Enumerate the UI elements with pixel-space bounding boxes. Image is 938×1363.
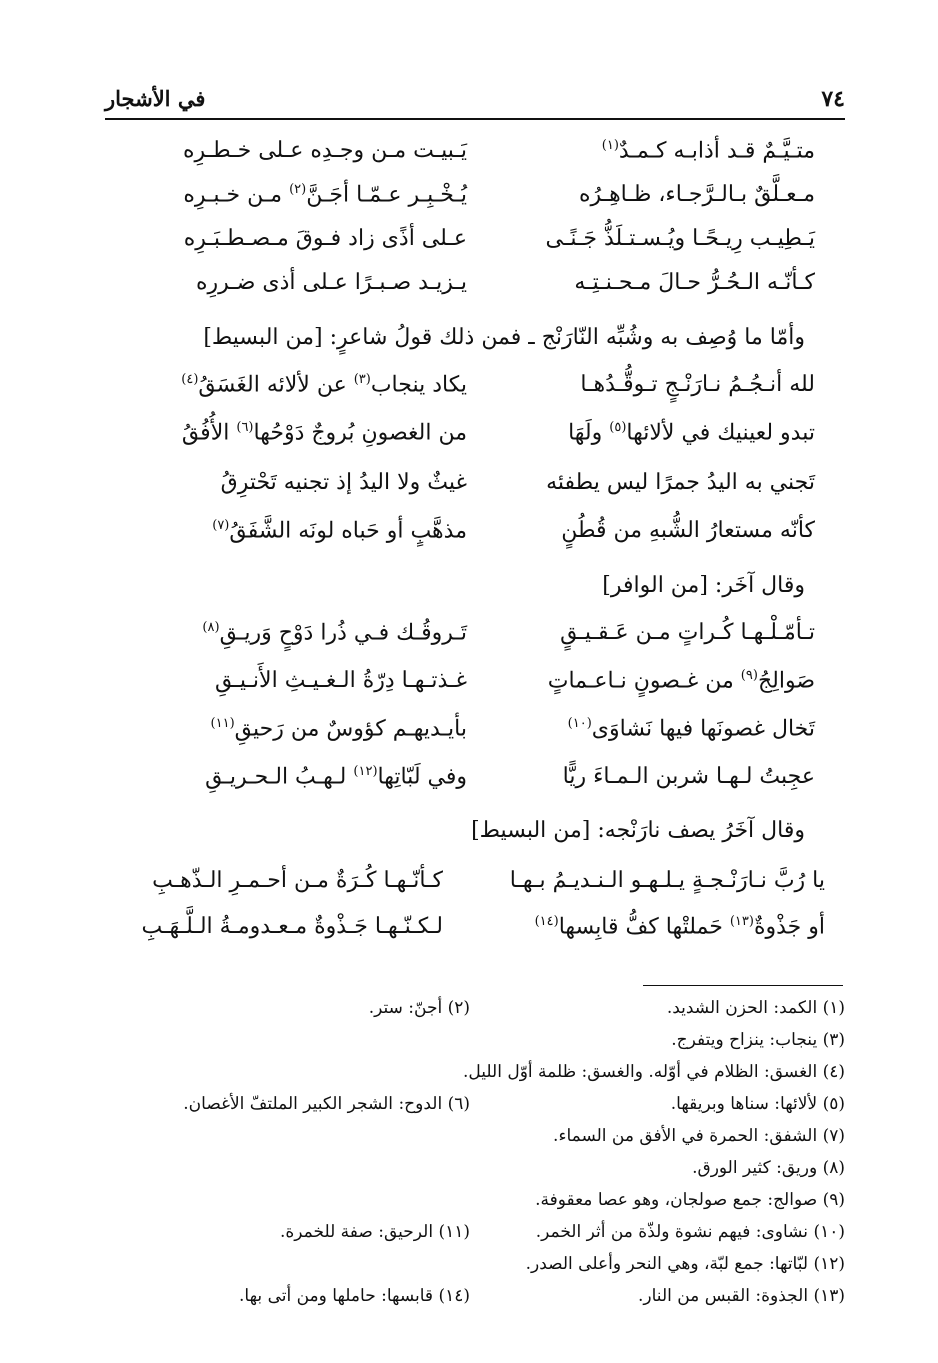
footnote: (٤) الغسق: الظلام في أوّله. والغسق: ظلمة أوّل الليل. [463,1062,845,1082]
verse-line [105,668,845,704]
hemistich-2: وفي لَبّاتِها$^{(١٢)}$ لـهـبُ الـحـريـقِ [205,764,467,790]
hemistich-2: لـكـنّـهـا جَـذْوةٌ مـعـدومـةُ الـلَّـهَـبِ [141,914,443,939]
verse-line [105,226,845,262]
hemistich-2: كـأنّـهـا كُـرَةٌ مـن أحـمـرِ الـذّهـبِ [152,868,443,893]
hemistich-1: أو جَذْوةٌ$^{(١٣)}$ حَملتْها كفُّ قابِسها$^{(١٤)}$ [534,914,825,940]
hemistich-2: تَـروقُـك فـي ذُرا دَوْحٍ وَريـقِ$^{(٨)}$ [202,620,467,646]
hemistich-1: يَـطِيـب رِيـحًـا ويُـسـتـلَذُّ جَـنًـى [545,226,815,251]
verse-line [105,518,845,554]
hemistich-1: تبدو لعينيك في لألائها$^{(٥)}$ ولَهَا [568,420,815,446]
hemistich-2: غـذتـهـا دِرّةُ الـغـيـثِ الأَنـيـقِ [215,668,467,693]
verse-line [105,868,845,904]
hemistich-2: مذهَّبٍ أو حَباه لونَه الشَّفَقُ$^{(٧)}$ [212,518,467,544]
verse-line [105,270,845,306]
verse-line [105,470,845,506]
page-number: ٧٤ [821,86,845,112]
hemistich-2: يُـخْـبِـر عـمّـا أجَـنَّ$^{(٢)}$ مـن خـبـرِه [183,182,467,208]
footnote: (٦) الدوح: الشجر الكبير الملتفّ الأغصان. [183,1094,470,1114]
hemistich-1: لله أنـجُـمُ نـارَنْـجٍ تـوقُّـدُهـا [580,372,815,397]
verse-line [105,620,845,656]
footnote-row [105,1222,845,1252]
running-title: في الأشجار [105,86,206,111]
hemistich-1: تـأمّـلْـهـا كُـراتٍ مـن عَـقـيـقٍ [560,620,815,645]
footnote-row [105,1062,845,1092]
footnote: (٢) أجنّ: ستر. [368,998,470,1018]
verse-line [105,764,845,800]
hemistich-1: يا رُبَّ نـارَنْـجـةٍ يـلـهـو الـنـديـمُ بـهـا [509,868,825,893]
prose-intro-2: وقال آخَر: [من الوافر] [602,573,805,598]
footnote: (٩) صوالج: جمع صولجان، وهو عصا معقوفة. [535,1190,845,1210]
prose-intro-3: وقال آخَرُ يصف نارَنْجه: [من البسيط] [471,818,805,843]
footnote: (١) الكمد: الحزن الشديد. [666,998,845,1018]
verse-line [105,914,845,950]
footnote-row [105,1254,845,1284]
footnote-row [105,1094,845,1124]
verse-line [105,182,845,218]
hemistich-2: غيثٌ ولا اليدُ إذ تجنيه تَحْترِقُ [220,470,467,495]
footnote-row [105,1126,845,1156]
prose-intro-1: وأمّا ما وُصِف به وشُبِّه النّارَنْج ـ فمن ذلك قولُ شاعرٍ: [من البسيط] [203,325,805,350]
hemistich-1: كـأنّـه الـحُـرُّ حـالَ مـحـنـتِـه [574,270,815,295]
footnote-row [105,1158,845,1188]
hemistich-2: يَـبيـت مـن وجـدِه عـلى خـطـرِه [183,138,467,163]
hemistich-2: من الغصونِ بُروجٌ دَوْحُها$^{(٦)}$ الأُفُقُ [181,420,467,446]
verse-line [105,372,845,408]
footnote-row [105,1030,845,1060]
hemistich-1: متـيَّـمٌ قـد أذابـه كـمـدٌ$^{(١)}$ [601,138,815,164]
footnote: (١٤) قابسها: حاملها ومن أتى بها. [239,1286,470,1306]
footnote: (١٢) لبّاتها: جمع لبّة، وهي النحر وأعلى الصدر. [525,1254,845,1274]
footnote: (٣) ينجاب: ينزاح ويتفرج. [671,1030,845,1050]
hemistich-1: تَجني به اليدُ جمرًا ليس يطفئه [546,470,815,495]
footnote: (١١) الرحيق: صفة للخمرة. [279,1222,470,1242]
hemistich-2: يـزيـد صـبـرًا عـلى أذى ضـررِه [196,270,467,295]
verse-line [105,138,845,174]
footnote-rule [643,985,843,986]
footnote-row [105,1190,845,1220]
hemistich-2: يكاد ينجاب$^{(٣)}$ عن لألائه الغَسَقُ$^{(٤)}$ [181,372,467,398]
hemistich-1: مـعـلَّقٌ بـالـرَّجـاء، ظـاهِـرُه [578,182,815,207]
hemistich-1: كأنّه مستعارُ الشُّبهِ من قُطُنٍ [561,518,815,543]
verse-line [105,716,845,752]
hemistich-1: عجِبتُ لـهـا شربن الـمـاءَ ريًّا [562,764,815,789]
hemistich-2: بأيـديهـم كؤوسٌ من رَحيقِ$^{(١١)}$ [210,716,467,742]
verse-line [105,420,845,456]
hemistich-2: عـلى أذًى زاد فـوقَ مـصـطـبَـرِه [183,226,467,251]
page-header [105,82,845,116]
footnote: (٨) وريق: كثير الورق. [692,1158,845,1178]
footnote: (٥) لألائها: سناها وبريقها. [670,1094,845,1114]
header-rule [105,118,845,120]
hemistich-1: تَخال غصونَها فيها نَشاوَى$^{(١٠)}$ [567,716,815,742]
footnote: (١٣) الجذوة: القبس من النار. [638,1286,845,1306]
footnote: (١٠) نشاوى: فيهم نشوة ولذّة من أثر الخمر. [535,1222,845,1242]
footnote: (٧) الشفق: الحمرة في الأفق من السماء. [553,1126,845,1146]
footnote-row [105,1286,845,1316]
hemistich-1: صَوالِجُ$^{(٩)}$ من غـصونٍ نـاعـماتٍ [547,668,815,694]
footnote-row [105,998,845,1028]
